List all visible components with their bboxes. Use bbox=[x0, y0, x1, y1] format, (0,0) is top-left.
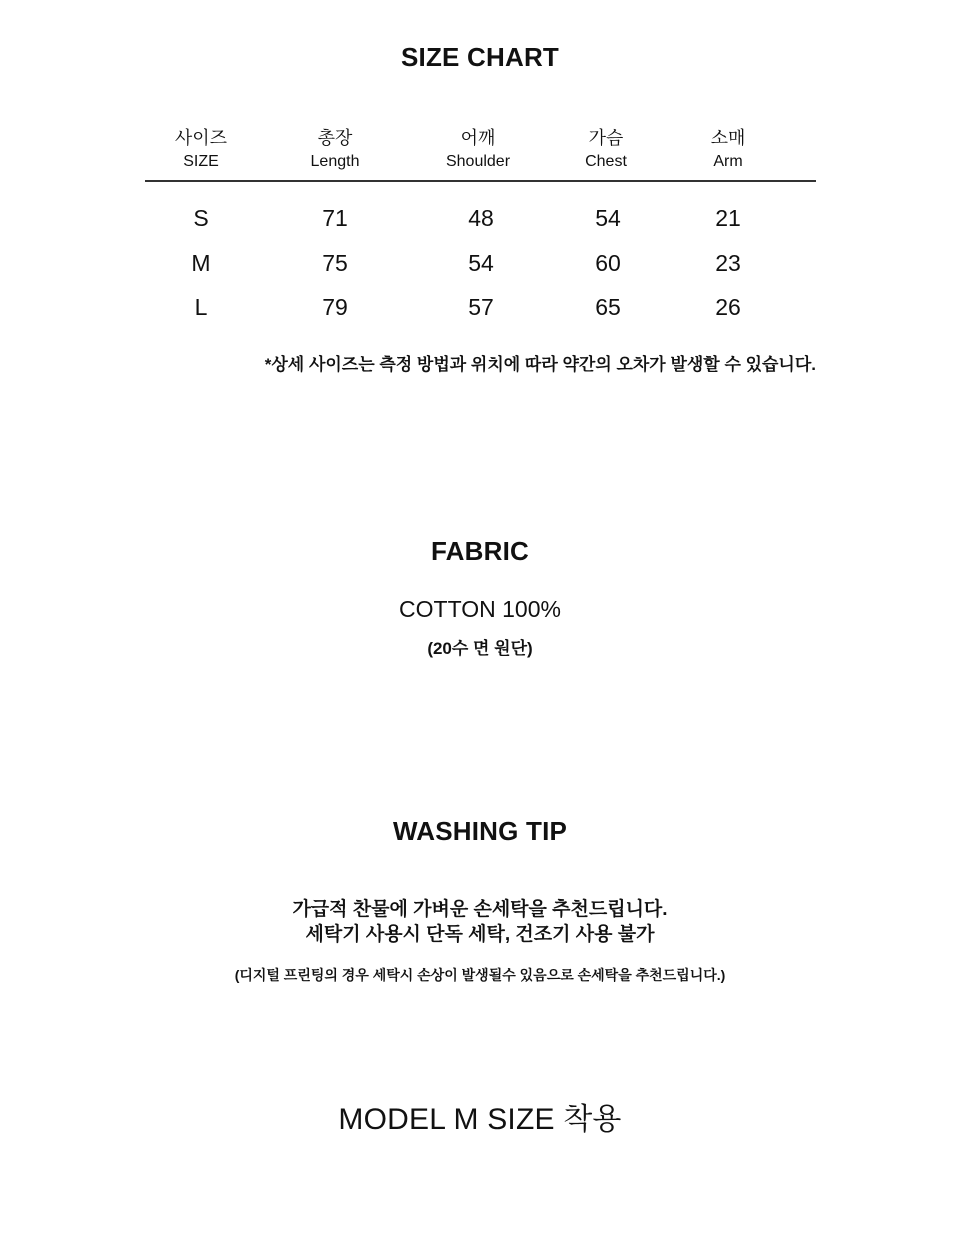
header-length bbox=[275, 126, 395, 174]
header-size bbox=[141, 126, 261, 174]
header-chest-eng: Chest bbox=[585, 153, 627, 170]
table-row bbox=[145, 248, 816, 278]
header-arm-eng: Arm bbox=[713, 153, 743, 170]
header-arm bbox=[668, 126, 788, 174]
fabric-detail: (20수 면 원단) bbox=[427, 639, 533, 658]
header-size-kor: 사이즈 bbox=[174, 128, 228, 148]
size-chart-note: *상세 사이즈는 측정 방법과 위치에 따라 약간의 오차가 발생할 수 있습니다. bbox=[264, 355, 816, 374]
header-length-kor: 총장 bbox=[317, 128, 353, 148]
size-chart-header bbox=[145, 126, 816, 182]
header-length-eng: Length bbox=[310, 153, 360, 170]
cell-arm: 23 bbox=[715, 250, 741, 276]
cell-length: 79 bbox=[322, 294, 348, 320]
size-chart-title: SIZE CHART bbox=[401, 42, 559, 72]
cell-chest: 60 bbox=[595, 250, 621, 276]
cell-length: 71 bbox=[322, 205, 348, 231]
size-chart-divider bbox=[145, 180, 816, 182]
washing-tip-line-2: 세탁기 사용시 단독 세탁, 건조기 사용 불가 bbox=[305, 924, 655, 945]
header-shoulder-kor: 어깨 bbox=[460, 128, 496, 148]
cell-arm: 26 bbox=[715, 294, 741, 320]
fabric-title: FABRIC bbox=[431, 536, 529, 566]
washing-tip-note: (디지털 프린팅의 경우 세탁시 손상이 발생될수 있음으로 손세탁을 추천드립니다.) bbox=[234, 967, 726, 983]
cell-chest: 65 bbox=[595, 294, 621, 320]
header-chest-kor: 가슴 bbox=[588, 128, 624, 148]
cell-shoulder: 54 bbox=[468, 250, 494, 276]
washing-tip-line-1: 가급적 찬물에 가벼운 손세탁을 추천드립니다. bbox=[292, 899, 668, 920]
cell-size: L bbox=[194, 294, 208, 320]
cell-shoulder: 48 bbox=[468, 205, 494, 231]
table-row bbox=[145, 292, 816, 322]
cell-length: 75 bbox=[322, 250, 348, 276]
washing-tip-title: WASHING TIP bbox=[392, 816, 568, 846]
cell-size: M bbox=[191, 250, 211, 276]
header-size-eng: SIZE bbox=[183, 153, 219, 170]
fabric-composition: COTTON 100% bbox=[399, 596, 561, 622]
table-row bbox=[145, 203, 816, 233]
cell-arm: 21 bbox=[715, 205, 741, 231]
model-size-title: MODEL M SIZE 착용 bbox=[338, 1103, 622, 1136]
header-arm-kor: 소매 bbox=[710, 128, 746, 148]
cell-size: S bbox=[193, 205, 209, 231]
header-shoulder bbox=[418, 126, 538, 174]
cell-chest: 54 bbox=[595, 205, 621, 231]
header-chest bbox=[546, 126, 666, 174]
cell-shoulder: 57 bbox=[468, 294, 494, 320]
header-shoulder-eng: Shoulder bbox=[445, 153, 511, 170]
